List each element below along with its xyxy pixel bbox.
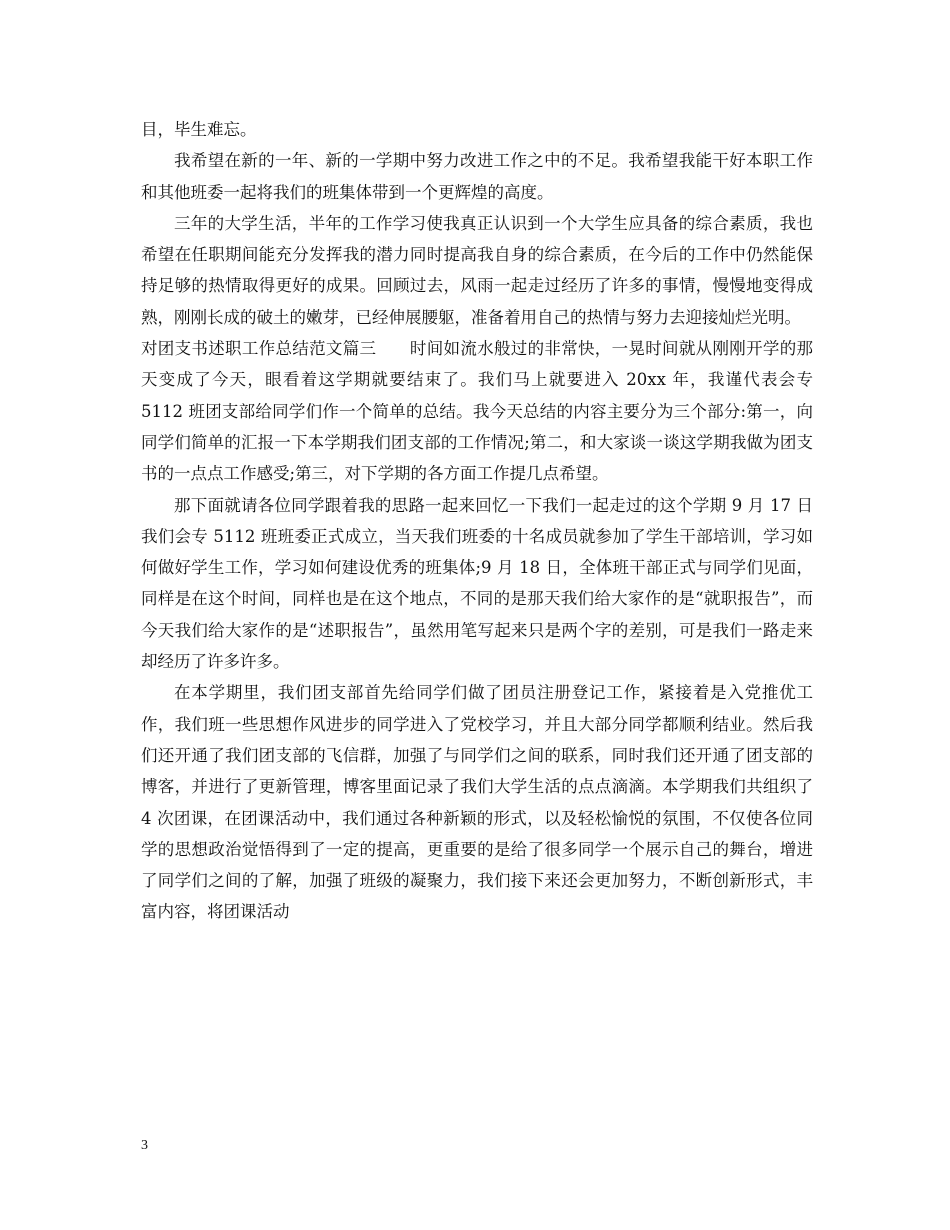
page-number: 3 [141,1138,148,1153]
paragraph: 我希望在新的一年、新的一学期中努力改进工作之中的不足。我希望我能干好本职工作和其他班委一起将我们的班集体带到一个更辉煌的高度。 [141,151,813,202]
paragraph: 三年的大学生活，半年的工作学习使我真正认识到一个大学生应具备的综合素质，我也希望在任职期间能充分发挥我的潜力同时提高我自身的综合素质，在今后的工作中仍然能保持足够的热情取得更好的成果。回顾过去，风雨一起走过经历了许多的事情，慢慢地变得成熟，刚刚长成的破土的嫩芽，已经伸展腰躯，准备着用自己的热情与努力去迎接灿烂光明。 [141,213,813,327]
paragraph: 在本学期里，我们团支部首先给同学们做了团员注册登记工作，紧接着是入党推优工作，我们班一些思想作风进步的同学进入了党校学习，并且大部分同学都顺利结业。然后我们还开通了我们团支部的飞信群，加强了与同学们之间的联系，同时我们还开通了团支部的博客，并进行了更新管理，博客里面记录了我们大学生活的点点滴滴。本学期我们共组织了 4 次团课，在团课活动中，我们通过各种新颖的形式，以及轻松愉悦的氛围，不仅使各位同学的思想政治觉悟得到了一定的提高，更重要的是给了很多同学一个展示自己的舞台，增进了同学们之间的了解，加强了班级的凝聚力，我们接下来还会更加努力，不断创新形式，丰富内容，将团课活动 [141,683,813,922]
paragraph-continuation: 目，毕生难忘。 [141,120,257,139]
paragraph: 那下面就请各位同学跟着我的思路一起来回忆一下我们一起走过的这个学期 9 月 17 日我们会专 5112 班班委正式成立，当天我们班委的十名成员就参加了学生干部培训，学习如何做好学生工作，学习如何建设优秀的班集体;9 月 18 日，全体班干部正式与同学们见面，同样是在这个时间，同样也是在这个地点，不同的是那天我们给大家作的是“就职报告”，而今天我们给大家作的是“述职报告”，虽然用笔写起来只是两个字的差别，可是我们一路走来却经历了许多许多。 [141,495,813,672]
section-heading-paragraph: 对团支书述职工作总结范文篇三 时间如流水般过的非常快，一晃时间就从刚刚开学的那天变成了今天，眼看着这学期就要结束了。我们马上就要进入 20xx 年，我谨代表会专 5112 班团支部给同学们作一个简单的总结。我今天总结的内容主要分为三个部分:第一，向同学们简单的汇报一下本学期我们团支部的工作情况;第二，和大家谈一谈这学期我做为团支书的一点点工作感受;第三，对下学期的各方面工作提几点希望。 [141,339,813,484]
document-body [141,114,813,928]
